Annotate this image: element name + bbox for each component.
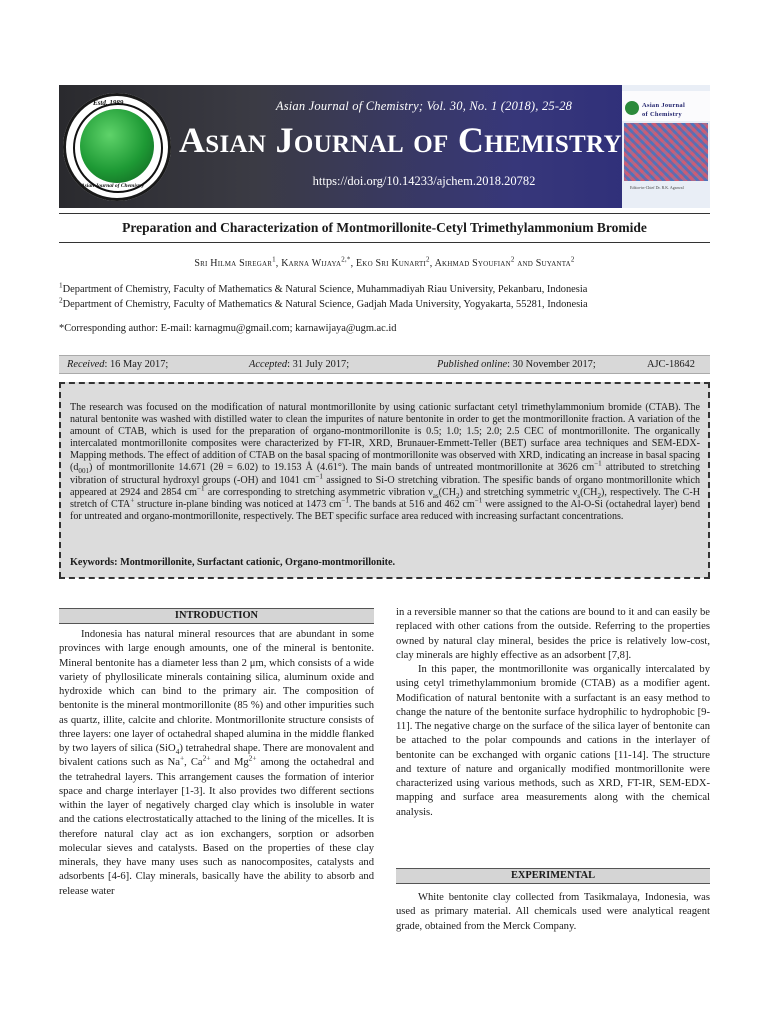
abstract-sub: 2	[456, 491, 460, 500]
abstract-part: structure in-plane binding was noticed at 1473 cm	[134, 498, 342, 510]
body-text: among the octahedral and the tetrahedral layers. This arrangement causes the formation of interior space and charge interlayer [1-3]. It also provides two different sections within the layer of negatively charged clay which is insoluble in water and the cations electrostatically attached to the lining of the micelles. It is therefore natural clay act as ion exchangers, sorption or adsorben molecular sieves and catalysts. Based on the properties of these clay minerals, they have many uses such as nanocomposites, catalysts and adsorbents [4-6]. Clay minerals, basically have the ability to absorb and release water	[59, 757, 374, 897]
accepted-date	[249, 356, 349, 373]
affiliation-sup: 1	[59, 281, 63, 290]
abstract-sup: −1	[341, 496, 349, 505]
body-sup: +	[179, 753, 185, 763]
abstract-part: ) of montmorillonite 14.671 (2θ = 6.02) to 19.153 Å (4.61°). The main bands of untreated montmorillonite at 3626 cm	[89, 462, 595, 474]
accepted-value: : 31 July 2017;	[287, 359, 350, 370]
cover-artwork	[624, 123, 708, 181]
abstract-part: The research was focused on the modification of natural montmorillonite by using cationic surfactant cetyl trimethylammonium bromide (CTAB). The natural bentonite was washed with distilled water to clean the impurites of nature bentonite in order to get the montmorillonite fraction. A variation of the amount of CTAB, which is used for the preparation of organo-montmorillonite is 0.5; 1.0; 1.5; 2.0; 2.5 CEC of montmorillonite. The organically intercalated montmorillonite composites were characterized by FT-IR, XRD, Brunauer-Emmett-Teller (BET) surface area techniques and SEM-EDX-Mapping methods. The effect of addition of CTAB on the basal spacing of montmorillonite was observed with XRD, indicating an increase in basal spacing (d	[70, 402, 700, 474]
received-label: Received	[67, 359, 105, 370]
received-date	[67, 356, 168, 373]
body-text: ) tetrahedral shape. There are monovalent and bivalent cations such as Na	[59, 743, 374, 769]
abstract-part: assigned to Si-O stretching vibration. The spesific bands of organo montmorillonite which appeared at 2924 and 2854 cm	[70, 474, 700, 498]
journal-citation: Asian Journal of Chemistry; Vol. 30, No. 1 (2018), 25-28	[275, 99, 573, 113]
section-heading-experimental: EXPERIMENTAL	[396, 868, 710, 884]
abstract-sup: −1	[474, 496, 483, 505]
experimental-column	[396, 891, 710, 934]
journal-logo	[63, 93, 171, 201]
abstract-sub: s	[577, 491, 581, 500]
body-sup: 2+	[248, 753, 257, 763]
abstract-part: are corresponding to stretching asymmetric vibration ν	[204, 486, 433, 498]
logo-estd-text: Estd. 1989	[93, 99, 124, 107]
abstract-part: (CH	[438, 486, 457, 498]
body-sup: 2+	[202, 753, 211, 763]
abstract-part: (CH	[580, 486, 598, 498]
journal-banner	[59, 85, 710, 208]
intro-paragraph-2: In this paper, the montmorillonite was organically intercalated by using cetyl trimethylammonium bromide (CTAB) as a modifier agent. Modification of natural bentonite with a surfactant is an easy method to change the nature of the bentonite surface hydrophilic to hydrophobic [9-11]. The negative charge on the surface of the silica layer of bentonite can be attached to the polar compounds and cations in the interlayer of bentonite can be exchanged with organic cations [11-14]. The structure and texture of nature and organically modified montmorillonite were characterized using various methods, such as XRD, FT-IR, SEM-EDX-mapping and surface area measurements along with the chemical analysis.	[396, 664, 710, 818]
cover-header	[622, 91, 710, 121]
accepted-label: Accepted	[249, 359, 288, 370]
affiliation-text: Department of Chemistry, Faculty of Mathematics & Natural Science, Muhammadiyah Riau University, Pekanbaru, Indonesia	[62, 284, 588, 295]
abstract-sub: 001	[78, 467, 90, 476]
body-text: Indonesia has natural mineral resources that are abundant in some provinces with large enough amounts, one of the mineral is bentonite. Mineral bentonite has a diameter less than 2 μm, which consists of a wide variety of phyllosilicate minerals containing silica, aluminum oxide and hydroxide which can bind to the primary air. The composition of bentonite is the mineral montmorillonite (85 %) and other impurities such as quartz, illite, calcite and chlorite. Montmorillonite structure consists of three layers: one layer of octahedral shaped alumina in the middle flanked by two layers of silica (SiO	[59, 629, 374, 754]
abstract-border-left	[59, 382, 61, 578]
author-sup: 2	[426, 255, 430, 264]
section-heading-introduction: INTRODUCTION	[59, 608, 374, 624]
dates-bar	[59, 355, 710, 374]
body-text: , Ca	[184, 757, 203, 769]
abstract-part: were assigned to the Al-O-Si (octahedral layer) bend for untreated and organo-montmorillonite, respectively. The BET specific surface area reduced with increasing surfactant concentrations.	[70, 498, 700, 522]
article-code: AJC-18642	[647, 359, 695, 370]
author-name: Karna Wijaya	[281, 258, 342, 269]
body-sub: 4	[175, 747, 180, 757]
paper-title: Preparation and Characterization of Montmorillonite-Cetyl Trimethylammonium Bromide	[122, 220, 647, 235]
abstract-border-bottom	[59, 577, 710, 579]
author-sup: 1	[272, 255, 276, 264]
received-value: : 16 May 2017;	[104, 359, 169, 370]
author-name: Akhmad Syoufian	[434, 258, 511, 269]
author-name: Eko Sri Kunarti	[356, 258, 427, 269]
abstract-sup: −1	[315, 472, 323, 481]
abstract-part: attributed to stretching vibration of structural hydroxyl groups (-OH) and 1041 cm	[70, 462, 700, 486]
author-list: Sri Hilma Siregar$^1$, Karna Wijaya$^{2,*}$, Eko Sri Kunarti$^2$, Akhmad Syoufian$^2$ and Suyanta$^2$	[194, 255, 575, 269]
author-name: Sri Hilma Siregar	[194, 258, 273, 269]
abstract-part: . The bands at 516 and 462 cm	[348, 498, 475, 510]
cover-title-line1: Asian Journal	[642, 102, 686, 109]
affiliation-text: Department of Chemistry, Faculty of Mathematics & Natural Science, Gadjah Mada University, Yogyakarta, 55281, Indonesia	[62, 299, 588, 310]
published-value: : 30 November 2017;	[507, 359, 596, 370]
author-sup: 2,*	[341, 255, 351, 264]
logo-bottom-text: Asian Journal of Chemistry	[81, 183, 145, 189]
abstract-part: ) and stretching symmetric ν	[459, 486, 578, 498]
cover-title-line2: of Chemistry	[642, 111, 682, 118]
abstract-sub: as	[432, 491, 439, 500]
author-name: Suyanta	[535, 258, 571, 269]
title-rule-top	[59, 213, 710, 214]
left-column	[59, 628, 374, 899]
abstract-part: ), respectively. The C-H stretch of CTA	[70, 486, 701, 510]
title-rule-bottom	[59, 242, 710, 243]
published-label: Published online	[437, 359, 508, 370]
abstract-text	[70, 402, 700, 523]
abstract-sup: +	[130, 496, 135, 505]
corresponding-author: *Corresponding author: E-mail: karnagmu@gmail.com; karnawijaya@ugm.ac.id	[59, 323, 397, 334]
right-column	[396, 606, 710, 820]
doi-link[interactable]: https://doi.org/10.14233/ajchem.2018.20782	[312, 174, 536, 188]
abstract-sup: −1	[197, 484, 205, 493]
globe-icon	[80, 109, 154, 183]
keywords: Keywords: Montmorillonite, Surfactant cationic, Organo-montmorillonite.	[70, 557, 396, 568]
affiliation-2	[59, 298, 588, 312]
intro-paragraph	[59, 628, 374, 899]
author-sup: 2	[570, 255, 575, 264]
journal-cover-thumbnail	[622, 85, 710, 208]
abstract-border-top	[59, 382, 710, 384]
affiliation-sup: 2	[59, 296, 63, 305]
author-sup: 2	[510, 255, 515, 264]
abstract-border-right	[708, 382, 710, 578]
cover-footer: Editor-in-Chief Dr. R.K. Agarwal	[630, 185, 684, 190]
journal-title: Asian Journal of Chemistry	[179, 120, 622, 160]
experimental-paragraph: White bentonite clay collected from Tasikmalaya, Indonesia, was used as primary material. All chemicals used were analytical reagent grade, obtained from the Merck Company.	[396, 892, 710, 932]
abstract-sup: −1	[594, 460, 602, 469]
published-date	[437, 356, 596, 373]
body-text: and Mg	[210, 757, 249, 769]
cover-logo-icon	[625, 101, 639, 115]
abstract-sub: 2	[597, 491, 601, 500]
affiliation-1	[59, 283, 587, 297]
intro-paragraph-cont: in a reversible manner so that the cations are bound to it and can easily be replaced with other cations from the outside. Referring to the properties owned by natural clay mineral, besides the price is relatively low-cost, clay minerals are highly effective as an adsorbent [7,8].	[396, 607, 710, 661]
